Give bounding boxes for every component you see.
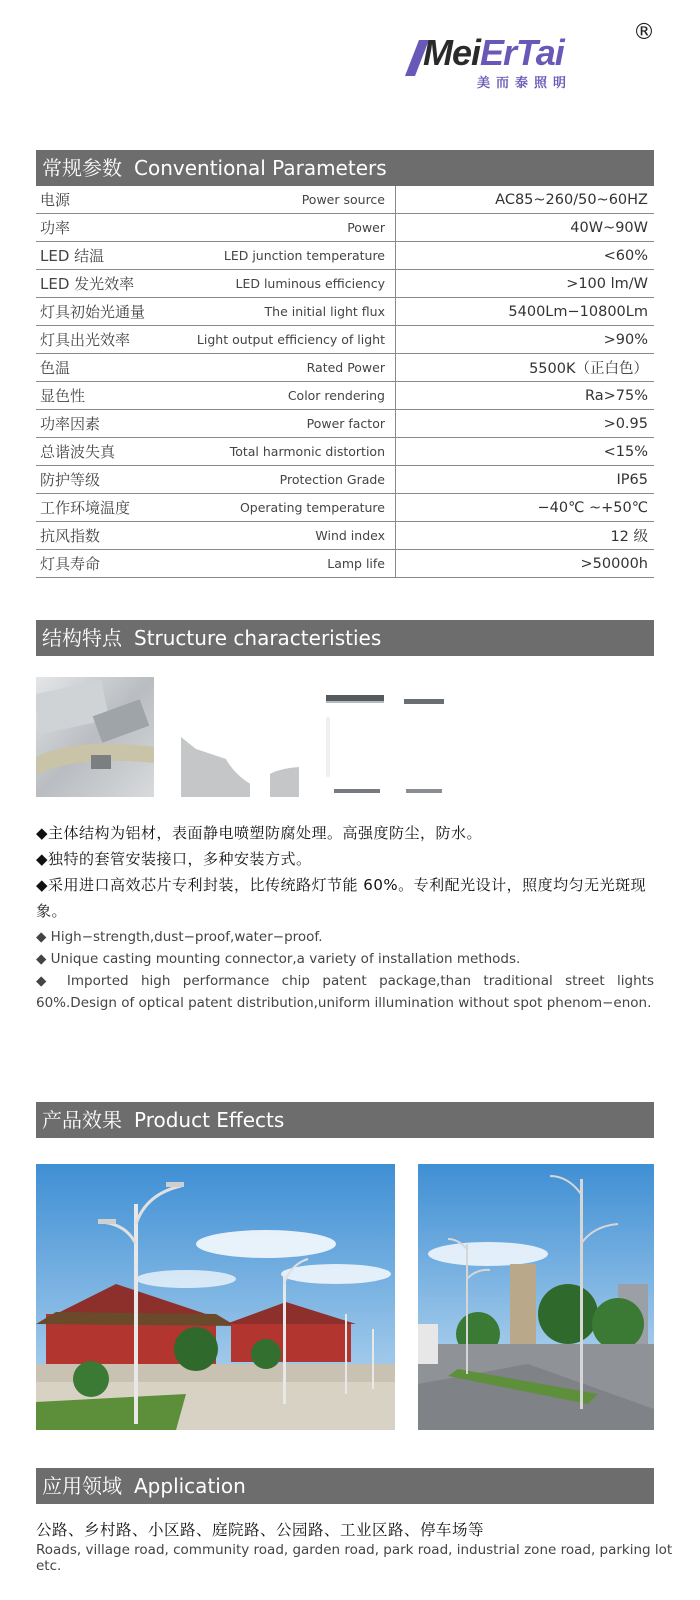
conventional-header (36, 150, 654, 186)
parameter-name-cn: 抗风指数 (36, 522, 160, 550)
parameter-name-en: LED junction temperature (160, 242, 396, 270)
parameter-value: 12 级 (396, 522, 655, 550)
brand-logo (405, 18, 660, 91)
parameter-value: >90% (396, 326, 655, 354)
parameter-name-en: Color rendering (160, 382, 396, 410)
effects-title-en: Product Effects (134, 1108, 285, 1132)
application-title-en: Application (134, 1474, 246, 1498)
logo-wordmark-suffix: ErTai (480, 32, 564, 73)
parameter-name-cn: 灯具出光效率 (36, 326, 160, 354)
parameter-name-en: Lamp life (160, 550, 396, 578)
effects-photo-palace (36, 1164, 395, 1430)
parameter-row (36, 438, 654, 466)
parameter-name-en: Power source (160, 186, 396, 214)
parameter-row (36, 382, 654, 410)
parameter-value: −40℃ ~+50℃ (396, 494, 655, 522)
logo-wordmark (423, 32, 564, 74)
parameter-row (36, 466, 654, 494)
structure-point-en: ◆ Imported high performance chip patent package,than traditional street lights 60%.Design of optical patent distribution,uniform illumination without spot phenom−enon. (36, 973, 654, 1011)
effects-photo-road (418, 1164, 654, 1430)
structure-title-en: Structure characteristies (134, 626, 382, 650)
parameter-value: <15% (396, 438, 655, 466)
structure-point-cn: ◆主体结构为铝材，表面静电喷塑防腐处理。高强度防尘，防水。 (36, 824, 483, 842)
registered-mark: ® (633, 20, 655, 45)
structure-detail-photos (36, 677, 466, 797)
parameter-name-en: Wind index (160, 522, 396, 550)
application-text-cn: 公路、乡村路、小区路、庭院路、公园路、工业区路、停车场等 (36, 1521, 485, 1539)
conventional-title-cn: 常规参数 (42, 156, 122, 180)
effects-header (36, 1102, 654, 1138)
parameter-name-cn: 防护等级 (36, 466, 160, 494)
parameter-name-en: Light output efficiency of light (160, 326, 396, 354)
structure-header (36, 620, 654, 656)
parameter-row (36, 326, 654, 354)
structure-points-en (36, 926, 654, 1014)
parameter-value: IP65 (396, 466, 655, 494)
parameter-row (36, 214, 654, 242)
structure-point-cn: ◆采用进口高效芯片专利封装，比传统路灯节能 60%。专利配光设计，照度均匀无光斑现象。 (36, 876, 647, 920)
conventional-title-en: Conventional Parameters (134, 156, 387, 180)
parameter-row (36, 186, 654, 214)
parameter-name-cn: 功率因素 (36, 410, 160, 438)
parameter-name-cn: LED 发光效率 (36, 270, 160, 298)
logo-chinese-name: 美而泰照明 (477, 76, 573, 91)
parameter-name-en: Rated Power (160, 354, 396, 382)
parameter-value: <60% (396, 242, 655, 270)
structure-point-en: ◆ High−strength,dust−proof,water−proof. (36, 929, 323, 945)
parameter-value: >0.95 (396, 410, 655, 438)
parameter-name-en: LED luminous efficiency (160, 270, 396, 298)
parameter-name-en: Power (160, 214, 396, 242)
application-text-en: Roads, village road, community road, garden road, park road, industrial zone road, parking lot etc. (36, 1542, 673, 1574)
parameter-value: >100 lm/W (396, 270, 655, 298)
parameter-name-cn: 显色性 (36, 382, 160, 410)
parameter-name-cn: 总谐波失真 (36, 438, 160, 466)
parameter-row (36, 242, 654, 270)
parameter-name-en: Operating temperature (160, 494, 396, 522)
parameter-value: AC85~260/50~60HZ (396, 186, 655, 214)
effects-title-cn: 产品效果 (42, 1108, 122, 1132)
structure-description (36, 820, 654, 1014)
application-header (36, 1468, 654, 1504)
parameter-name-en: Power factor (160, 410, 396, 438)
structure-title-cn: 结构特点 (42, 626, 122, 650)
application-title-cn: 应用领域 (42, 1474, 122, 1498)
parameter-row (36, 410, 654, 438)
parameters-table (36, 186, 654, 578)
parameter-value: 40W~90W (396, 214, 655, 242)
parameter-name-cn: 功率 (36, 214, 160, 242)
structure-points-cn (36, 820, 654, 924)
parameter-row (36, 270, 654, 298)
parameter-name-cn: 灯具寿命 (36, 550, 160, 578)
parameter-value: 5400Lm−10800Lm (396, 298, 655, 326)
parameter-row (36, 494, 654, 522)
parameter-value: Ra>75% (396, 382, 655, 410)
parameter-row (36, 522, 654, 550)
parameter-row (36, 550, 654, 578)
parameter-row (36, 298, 654, 326)
parameter-row (36, 354, 654, 382)
structure-point-en: ◆ Unique casting mounting connector,a variety of installation methods. (36, 951, 521, 967)
parameter-name-en: Protection Grade (160, 466, 396, 494)
parameter-name-cn: 工作环境温度 (36, 494, 160, 522)
structure-images (36, 677, 466, 797)
parameter-name-cn: LED 结温 (36, 242, 160, 270)
parameter-name-cn: 灯具初始光通量 (36, 298, 160, 326)
parameter-name-cn: 电源 (36, 186, 160, 214)
parameter-value: >50000h (396, 550, 655, 578)
logo-wordmark-prefix: Mei (423, 32, 481, 73)
structure-point-cn: ◆独特的套管安装接口，多种安装方式。 (36, 850, 312, 868)
parameter-name-en: Total harmonic distortion (160, 438, 396, 466)
parameter-name-en: The initial light flux (160, 298, 396, 326)
parameter-name-cn: 色温 (36, 354, 160, 382)
parameter-value: 5500K（正白色） (396, 354, 655, 382)
